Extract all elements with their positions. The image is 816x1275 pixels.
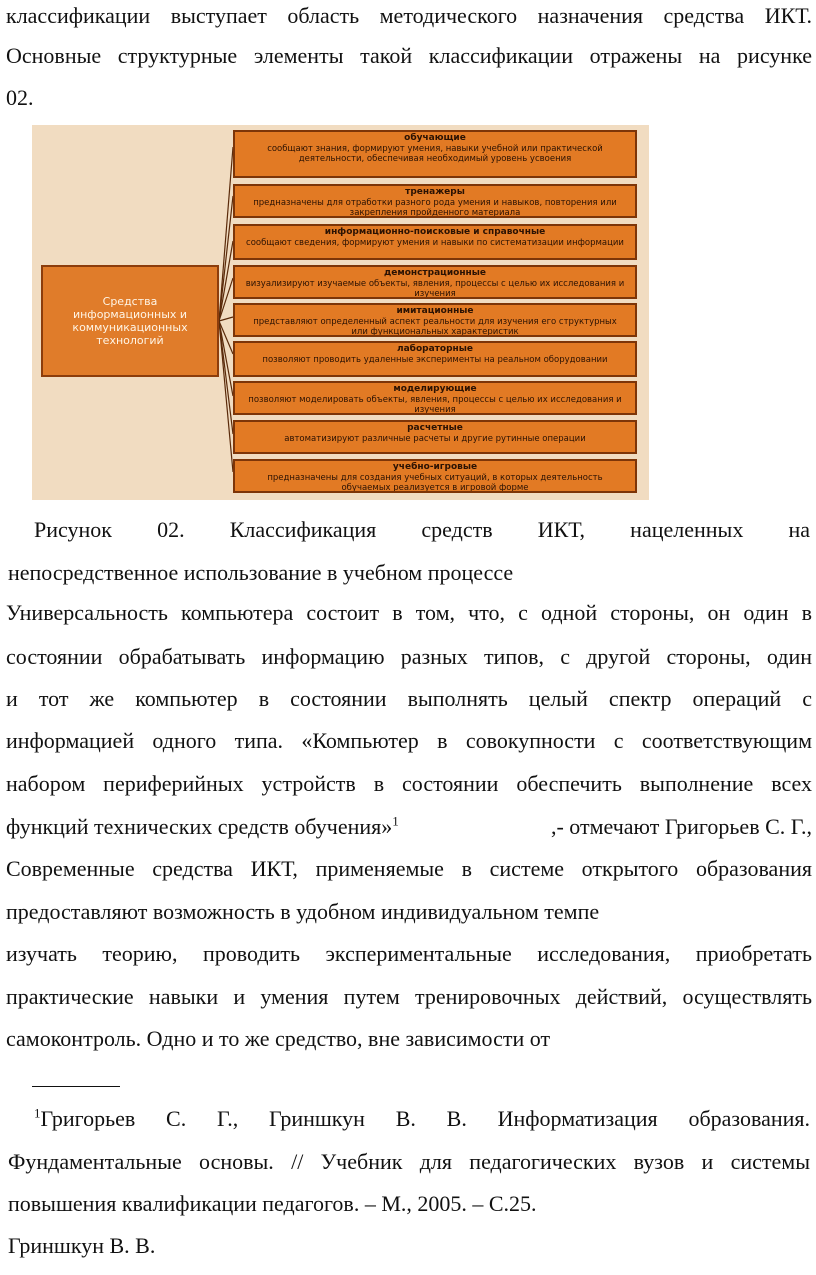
text-line: классификации выступает область методического назначения средства ИКТ. [6,3,812,28]
category-box [233,184,637,218]
text-line: Современные средства ИКТ, применяемые в системе открытого образования [6,856,812,881]
figure-caption: Рисунок 02. Классификация средств ИКТ, нацеленных на [34,517,810,542]
category-desc: сообщают сведения, формируют умения и навыки по систематизации информации [246,238,624,248]
category-box [233,459,637,493]
category-title: учебно-игровые [392,462,478,472]
text-line: информацией одного типа. «Компьютер в совокупности с соответствующим [6,728,812,753]
category-desc: позволяют моделировать объекты, явления, процессы с целью их исследования и изучения [248,395,622,415]
text-line: предоставляют возможность в удобном индивидуальном темпе [6,899,600,924]
text-line: состоянии обрабатывать информацию разных типов, с другой стороны, один [6,644,812,669]
category-desc: представляют определенный аспект реальности для изучения его структурных или функциональных характеристик [253,317,617,337]
text-line: Универсальность компьютера состоит в том, что, с одной стороны, он один в [6,600,812,625]
category-box [233,303,637,337]
category-title: моделирующие [393,384,477,394]
figure-caption: непосредственное использование в учебном процессе [8,560,514,585]
text-segment [6,813,399,841]
category-title: лабораторные [397,344,473,354]
text-segment: функций технических средств обучения» [6,814,393,839]
footnote-line: Фундаментальные основы. // Учебник для педагогических вузов и системы [8,1149,810,1174]
text-line: Основные структурные элементы такой классификации отражены на рисунке [6,43,812,68]
category-title: тренажеры [405,187,465,197]
footnote-line: повышения квалификации педагогов. – М., 2005. – С.25. [8,1191,537,1216]
classification-figure [32,125,649,500]
footnote-line [34,1105,810,1133]
category-box [233,420,637,454]
footnote-text: Григорьев С. Г., Гриншкун В. В. Информатизация образования. [40,1106,810,1131]
category-title: информационно-поисковые и справочные [324,227,546,237]
category-box [233,265,637,299]
category-title: имитационные [396,306,474,316]
footnote-separator [32,1086,120,1087]
text-line: самоконтроль. Одно и то же средство, вне зависимости от [6,1026,551,1051]
category-desc: визуализируют изучаемые объекты, явления, процессы с целью их исследования и изучения [245,279,625,299]
text-line: и тот же компьютер в состоянии выполнять целый спектр операций с [6,686,812,711]
footnote-mark: 1 [34,1105,41,1121]
category-title: обучающие [404,133,466,143]
text-line: 02. [6,85,34,110]
category-box [233,381,637,415]
text-line: практические навыки и умения путем тренировочных действий, осуществлять [6,984,812,1009]
text-line [6,813,812,841]
category-box [233,130,637,178]
text-segment: ,- отмечают Григорьев С. Г., [550,814,812,839]
text-line: изучать теорию, проводить экспериментальные исследования, приобретать [6,941,812,966]
footnote-line: Гриншкун В. В. [8,1233,156,1258]
category-desc: автоматизируют различные расчеты и другие рутинные операции [284,434,586,444]
main-category-box: Средства информационных и коммуникационных технологий [41,265,219,377]
category-desc: предназначены для отработки разного рода умения и навыков, повторения или закрепления пройденного материала [253,198,617,218]
category-title: демонстрационные [383,268,487,278]
category-desc: предназначены для создания учебных ситуаций, в которых деятельность обучаемых реализуется в игровой форме [267,473,603,493]
category-desc: сообщают знания, формируют умения, навыки учебной или практической деятельности, обеспечивая необходимый уровень усвоения [267,144,603,164]
category-title: расчетные [407,423,463,433]
category-desc: позволяют проводить удаленные эксперименты на реальном оборудовании [262,355,608,365]
category-box [233,224,637,260]
footnote-ref: 1 [392,813,399,829]
text-line: набором периферийных устройств в состоянии обеспечить выполнение всех [6,771,812,796]
category-box [233,341,637,377]
